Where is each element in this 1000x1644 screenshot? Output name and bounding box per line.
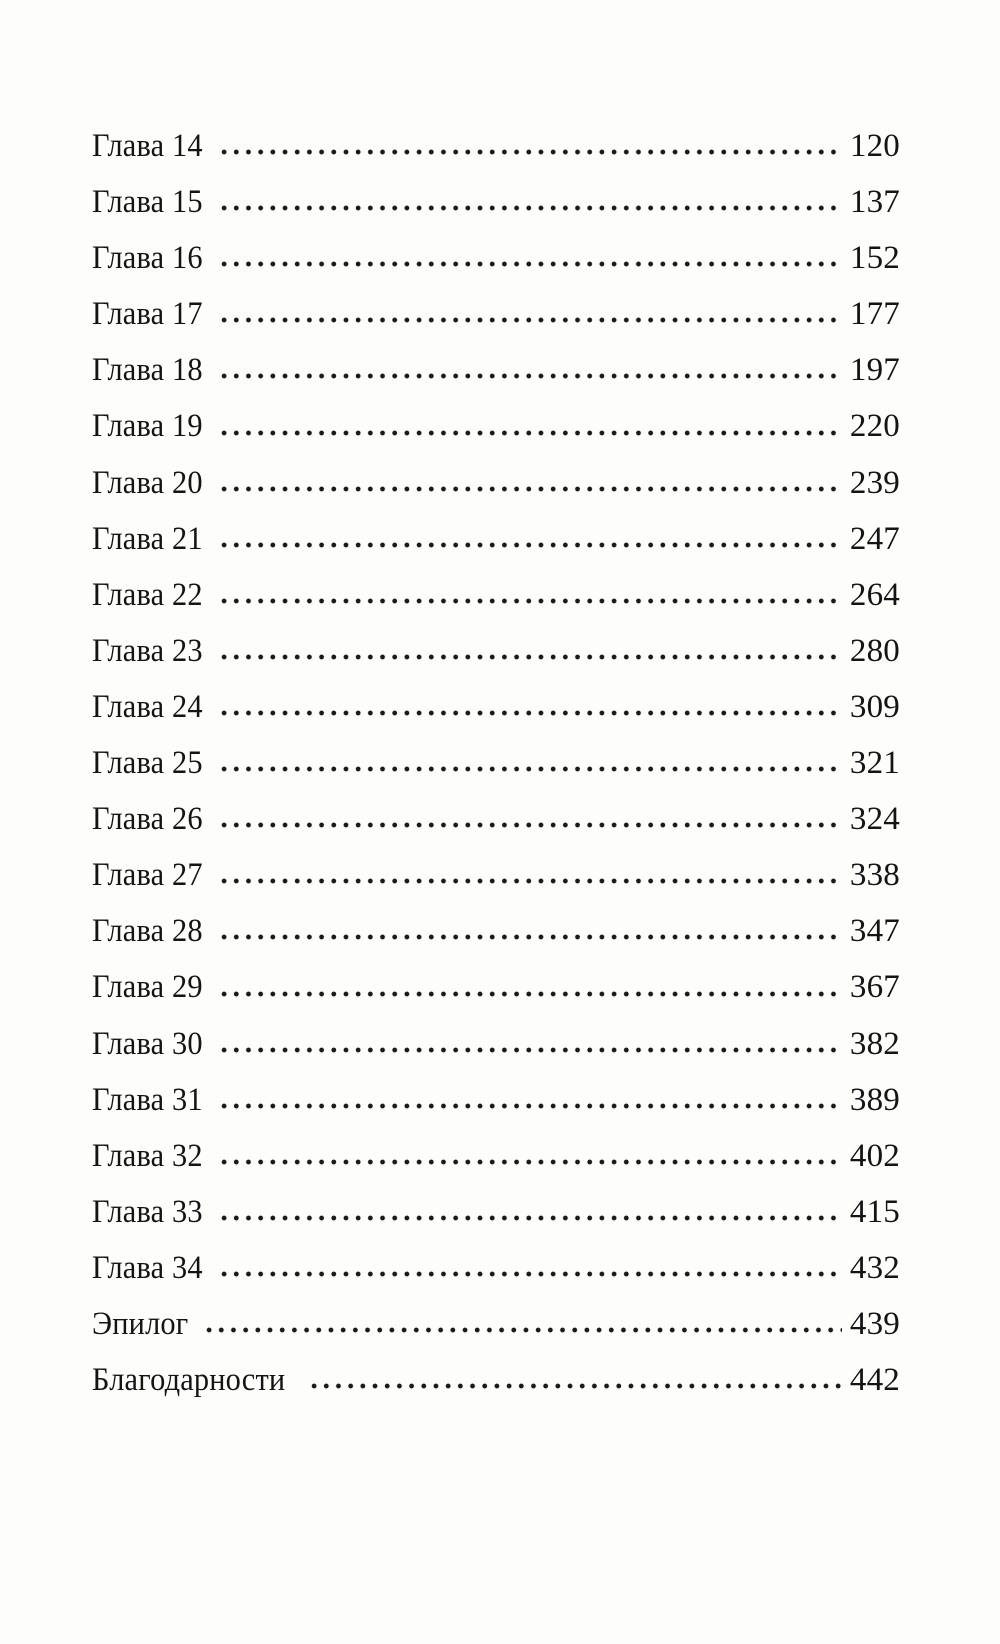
dot-leader <box>218 1098 842 1114</box>
toc-entry-page-number: 220 <box>849 408 900 445</box>
toc-entry-title: Эпилог <box>92 1305 189 1342</box>
toc-entry-title: Глава 30 <box>92 1025 203 1062</box>
dot-leader <box>218 481 842 497</box>
toc-entry-acknowledgements <box>92 1352 900 1408</box>
dot-leader <box>308 1378 842 1394</box>
toc-entry-title: Глава 18 <box>92 352 203 389</box>
toc-entry-chapter-26 <box>92 791 900 847</box>
toc-entry-chapter-14 <box>92 118 900 174</box>
toc-entry-page-number: 152 <box>849 240 900 277</box>
toc-entry-chapter-27 <box>92 847 900 903</box>
dot-leader <box>218 593 842 609</box>
toc-entry-epilogue <box>92 1296 900 1352</box>
toc-entry-page-number: 415 <box>849 1193 900 1230</box>
toc-entry-page-number: 309 <box>849 688 900 725</box>
dot-leader <box>218 1210 842 1226</box>
toc-entry-title: Глава 32 <box>92 1137 203 1174</box>
toc-entry-page-number: 367 <box>849 969 900 1006</box>
toc-entry-chapter-15 <box>92 174 900 230</box>
toc-entry-title: Глава 20 <box>92 464 203 501</box>
toc-entry-title: Глава 23 <box>92 632 203 669</box>
toc-entry-chapter-30 <box>92 1016 900 1072</box>
toc-entry-chapter-33 <box>92 1184 900 1240</box>
toc-entry-title: Глава 15 <box>92 184 203 221</box>
toc-entry-chapter-22 <box>92 567 900 623</box>
dot-leader <box>218 425 842 441</box>
toc-entry-chapter-20 <box>92 455 900 511</box>
toc-entry-title: Глава 19 <box>92 408 203 445</box>
toc-entry-page-number: 321 <box>849 745 900 782</box>
toc-entry-chapter-21 <box>92 511 900 567</box>
toc-entry-page-number: 432 <box>849 1249 900 1286</box>
toc-entry-page-number: 439 <box>849 1305 900 1342</box>
toc-entry-chapter-16 <box>92 230 900 286</box>
toc-entry-page-number: 389 <box>849 1081 900 1118</box>
toc-entry-chapter-17 <box>92 286 900 342</box>
toc-entry-title: Глава 34 <box>92 1249 203 1286</box>
toc-entry-title: Глава 22 <box>92 576 203 613</box>
dot-leader <box>218 705 842 721</box>
dot-leader <box>218 256 842 272</box>
dot-leader <box>218 761 842 777</box>
toc-entry-title: Глава 16 <box>92 240 203 277</box>
dot-leader <box>218 1154 842 1170</box>
toc-entry-chapter-23 <box>92 623 900 679</box>
dot-leader <box>218 929 842 945</box>
toc-entry-title: Глава 25 <box>92 745 203 782</box>
toc-entry-title: Глава 31 <box>92 1081 203 1118</box>
dot-leader <box>218 1266 842 1282</box>
toc-entry-page-number: 239 <box>849 464 900 501</box>
toc-entry-page-number: 177 <box>849 296 900 333</box>
toc-entry-page-number: 442 <box>849 1362 900 1399</box>
toc-entry-chapter-32 <box>92 1128 900 1184</box>
toc-entry-page-number: 338 <box>849 857 900 894</box>
toc-entry-page-number: 247 <box>849 520 900 557</box>
toc-entry-page-number: 137 <box>849 184 900 221</box>
dot-leader <box>218 649 842 665</box>
dot-leader <box>218 144 842 160</box>
dot-leader <box>218 1042 842 1058</box>
toc-entry-chapter-24 <box>92 679 900 735</box>
toc-entry-title: Глава 26 <box>92 801 203 838</box>
dot-leader <box>218 986 842 1002</box>
toc-entry-page-number: 197 <box>849 352 900 389</box>
toc-entry-title: Глава 17 <box>92 296 203 333</box>
toc-entry-page-number: 280 <box>849 632 900 669</box>
toc-entry-title: Глава 14 <box>92 128 203 164</box>
toc-entry-title: Глава 28 <box>92 913 203 950</box>
dot-leader <box>203 1322 842 1338</box>
toc-entry-chapter-18 <box>92 342 900 398</box>
toc-entry-page-number: 264 <box>849 576 900 613</box>
toc-entry-page-number: 120 <box>849 128 900 164</box>
dot-leader <box>218 368 842 384</box>
toc-entry-chapter-19 <box>92 398 900 454</box>
toc-entry-title: Благодарности <box>92 1362 286 1399</box>
toc-entry-page-number: 324 <box>849 801 900 838</box>
toc-entry-title: Глава 29 <box>92 969 203 1006</box>
dot-leader <box>218 817 842 833</box>
toc-entry-chapter-28 <box>92 903 900 959</box>
toc-entry-title: Глава 21 <box>92 520 203 557</box>
table-of-contents <box>92 118 900 1408</box>
toc-entry-title: Глава 24 <box>92 688 203 725</box>
toc-entry-chapter-29 <box>92 959 900 1015</box>
dot-leader <box>218 312 842 328</box>
dot-leader <box>218 537 842 553</box>
toc-entry-chapter-31 <box>92 1072 900 1128</box>
toc-entry-page-number: 402 <box>849 1137 900 1174</box>
toc-entry-chapter-34 <box>92 1240 900 1296</box>
dot-leader <box>218 873 842 889</box>
toc-entry-page-number: 347 <box>849 913 900 950</box>
toc-entry-title: Глава 33 <box>92 1193 203 1230</box>
dot-leader <box>218 200 842 216</box>
toc-entry-page-number: 382 <box>849 1025 900 1062</box>
toc-entry-title: Глава 27 <box>92 857 203 894</box>
toc-entry-chapter-25 <box>92 735 900 791</box>
